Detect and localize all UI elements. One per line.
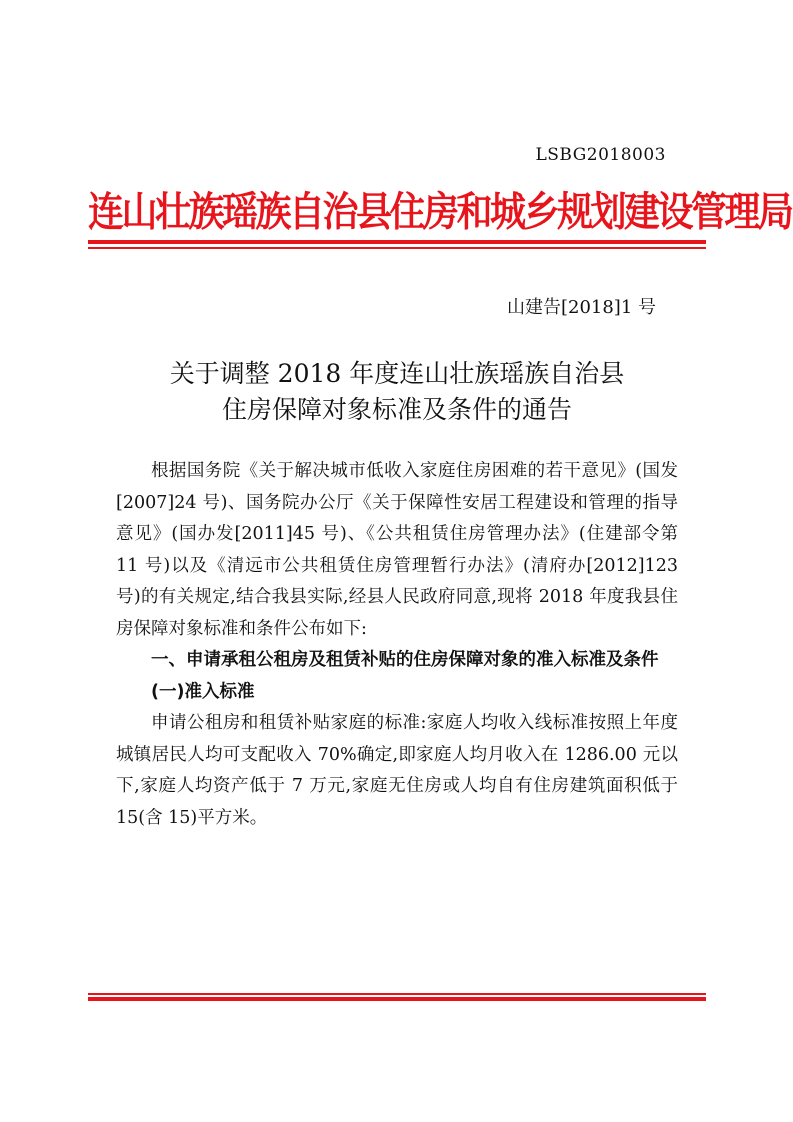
body-paragraph-standard: 申请公租房和租赁补贴家庭的标准:家庭人均收入线标准按照上年度城镇居民人均可支配收入 70%确定,即家庭人均月收入在 1286.00 元以下,家庭人均资产低于 7 万元,家庭无住房或人均自有住房建筑面积低于 15(含 15)平方米。 (116, 713, 678, 828)
document-number: 山建告[2018]1 号 (506, 297, 656, 318)
subsection-heading-1: (一)准入标准 (151, 681, 255, 702)
notice-body (116, 456, 678, 834)
document-code: LSBG2018003 (535, 145, 666, 165)
notice-title-line-1: 关于调整 2018 年度连山壮族瑶族自治县 (169, 359, 625, 388)
header-red-rule-thick (88, 240, 706, 244)
footer-red-rule-thick (88, 997, 706, 1001)
section-heading-1: 一、申请承租公租房及租赁补贴的住房保障对象的准入标准及条件 (151, 650, 659, 670)
body-paragraph-intro: 根据国务院《关于解决城市低收入家庭住房困难的若干意见》(国发[2007]24 号)、国务院办公厅《关于保障性安居工程建设和管理的指导意见》(国办发[2011]45 号)、《公共租赁住房管理办法》(住建部令第 11 号)以及《清远市公共租赁住房管理暂行办法》(清府办[2012]123 号)的有关规定,结合我县实际,经县人民政府同意,现将 2018 年度我县住房保障对象标准和条件公布如下: (116, 461, 678, 639)
footer-red-rule-thin (88, 993, 706, 995)
issuing-organization-title: 连山壮族瑶族自治县住房和城乡规划建设管理局 (88, 189, 792, 236)
notice-title (88, 356, 706, 428)
header-red-rule-thin (88, 247, 706, 249)
notice-title-line-2: 住房保障对象标准及条件的通告 (221, 395, 572, 424)
